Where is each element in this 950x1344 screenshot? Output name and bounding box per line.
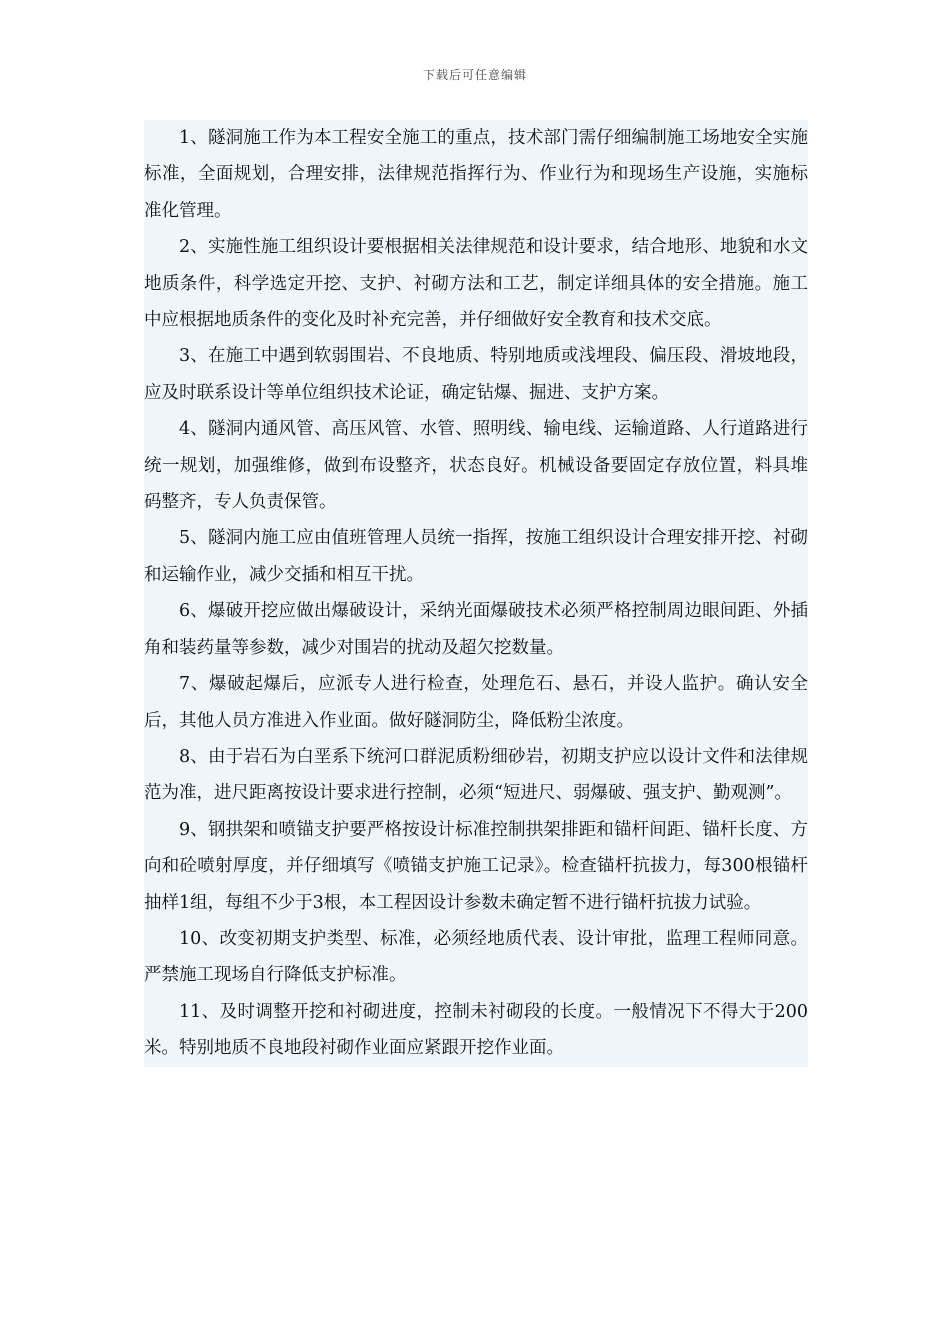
paragraph-3: 3、在施工中遇到软弱围岩、不良地质、特别地质或浅埋段、偏压段、滑坡地段，应及时联系设计等单位组织技术论证，确定钻爆、掘进、支护方案。: [144, 346, 808, 403]
paragraph-1: 1、隧洞施工作为本工程安全施工的重点，技术部门需仔细编制施工场地安全实施标准，全面规划，合理安排，法律规范指挥行为、作业行为和现场生产设施，实施标准化管理。: [144, 128, 808, 221]
paragraph-9: 9、钢拱架和喷锚支护要严格按设计标准控制拱架排距和锚杆间距、锚杆长度、方向和砼喷射厚度，并仔细填写《喷锚支护施工记录》。检查锚杆抗拔力，每300根锚杆抽样1组，每组不少于3根，本工程因设计参数未确定暂不进行锚杆抗拔力试验。: [144, 819, 808, 913]
paragraph-8: 8、由于岩石为白垩系下统河口群泥质粉细砂岩，初期支护应以设计文件和法律规范为准，进尺距离按设计要求进行控制，必须“短进尺、弱爆破、强支护、勤观测”。: [144, 746, 808, 804]
paragraph-4: 4、隧洞内通风管、高压风管、水管、照明线、输电线、运输道路、人行道路进行统一规划，加强维修，做到布设整齐，状态良好。机械设备要固定存放位置，料具堆码整齐，专人负责保管。: [144, 419, 808, 513]
paragraph-5: 5、隧洞内施工应由值班管理人员统一指挥，按施工组织设计合理安排开挖、衬砌和运输作业，减少交插和相互干扰。: [144, 528, 808, 585]
document-body: [144, 120, 808, 1067]
paragraph-2: 2、实施性施工组织设计要根据相关法律规范和设计要求，结合地形、地貌和水文地质条件，科学选定开挖、支护、衬砌方法和工艺，制定详细具体的安全措施。施工中应根据地质条件的变化及时补充完善，并仔细做好安全教育和技术交底。: [144, 237, 808, 331]
paragraph-11: 11、及时调整开挖和衬砌进度，控制未衬砌段的长度。一般情况下不得大于200米。特别地质不良地段衬砌作业面应紧跟开挖作业面。: [144, 1001, 808, 1059]
page-header: 下载后可任意编辑: [422, 68, 527, 82]
paragraph-10: 10、改变初期支护类型、标准，必须经地质代表、设计审批，监理工程师同意。严禁施工现场自行降低支护标准。: [144, 928, 808, 986]
paragraph-7: 7、爆破起爆后，应派专人进行检查，处理危石、悬石，并设人监护。确认安全后，其他人员方准进入作业面。做好隧洞防尘，降低粉尘浓度。: [144, 674, 808, 731]
paragraph-6: 6、爆破开挖应做出爆破设计，采纳光面爆破技术必须严格控制周边眼间距、外插角和装药量等参数，减少对围岩的扰动及超欠挖数量。: [144, 601, 808, 658]
